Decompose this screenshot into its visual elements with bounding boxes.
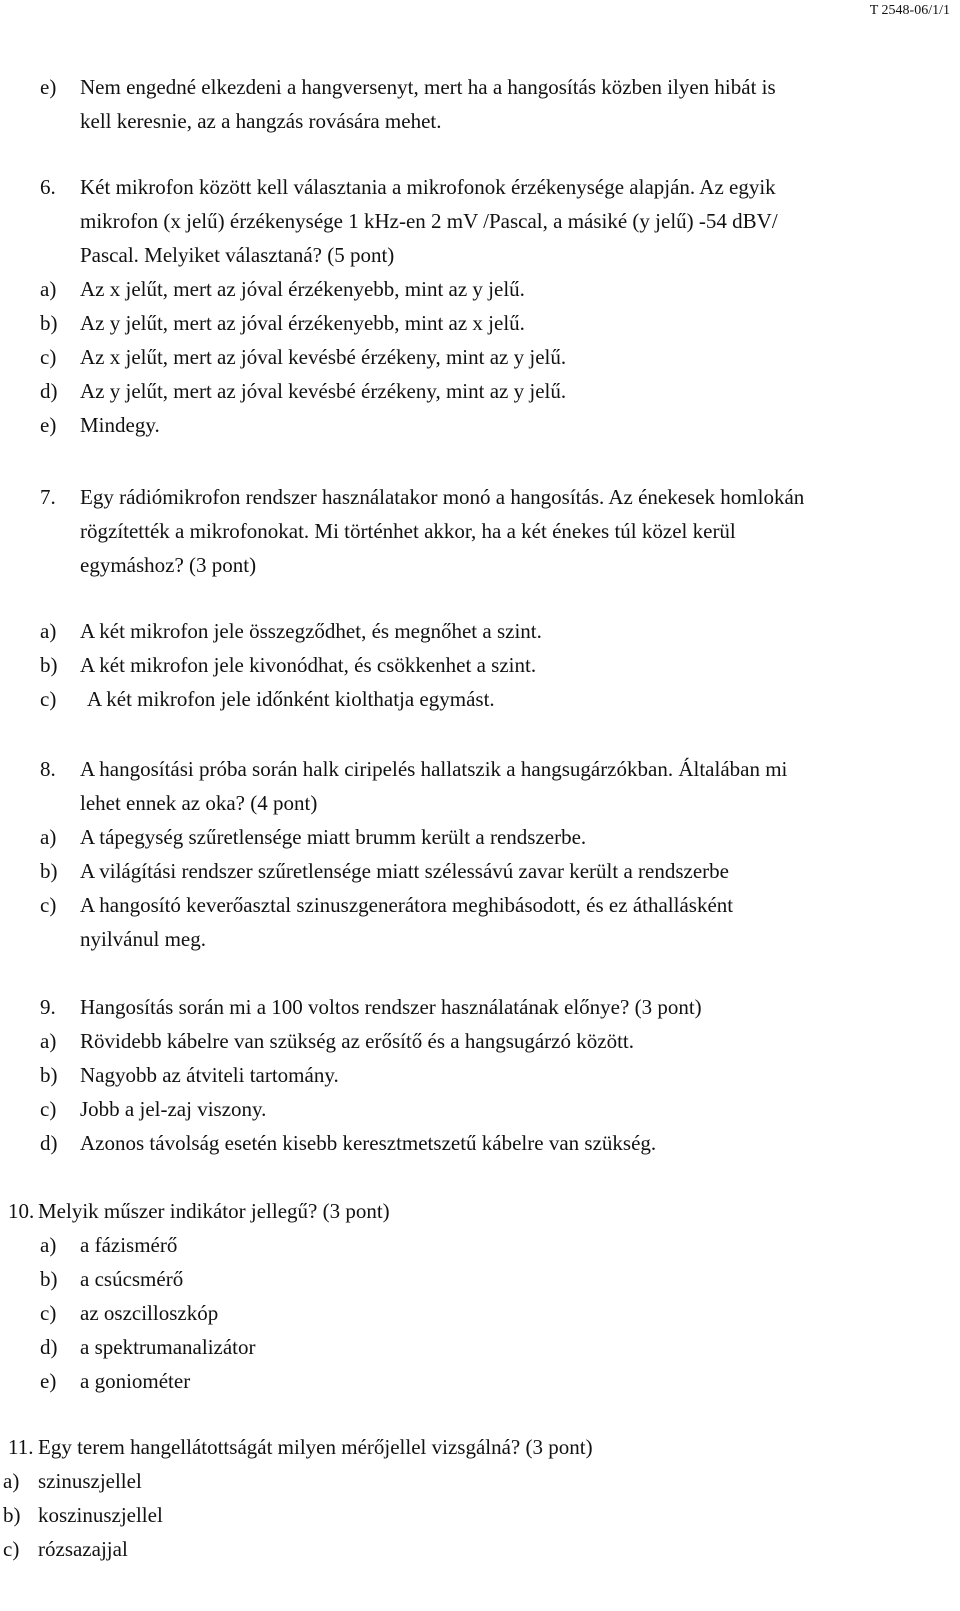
question-number: 10. bbox=[8, 1199, 35, 1223]
option-text: Nem engedné elkezdeni a hangversenyt, mert ha a hangosítás közben ilyen hibát is bbox=[80, 75, 776, 99]
question-number: 9. bbox=[40, 995, 56, 1019]
question-number: 11. bbox=[8, 1435, 34, 1459]
question-number: 6. bbox=[40, 175, 56, 199]
question-number: 7. bbox=[40, 485, 56, 509]
document-code: T 2548-06/1/1 bbox=[869, 3, 950, 18]
option-label: e) bbox=[40, 75, 57, 99]
question-number: 8. bbox=[40, 757, 56, 781]
